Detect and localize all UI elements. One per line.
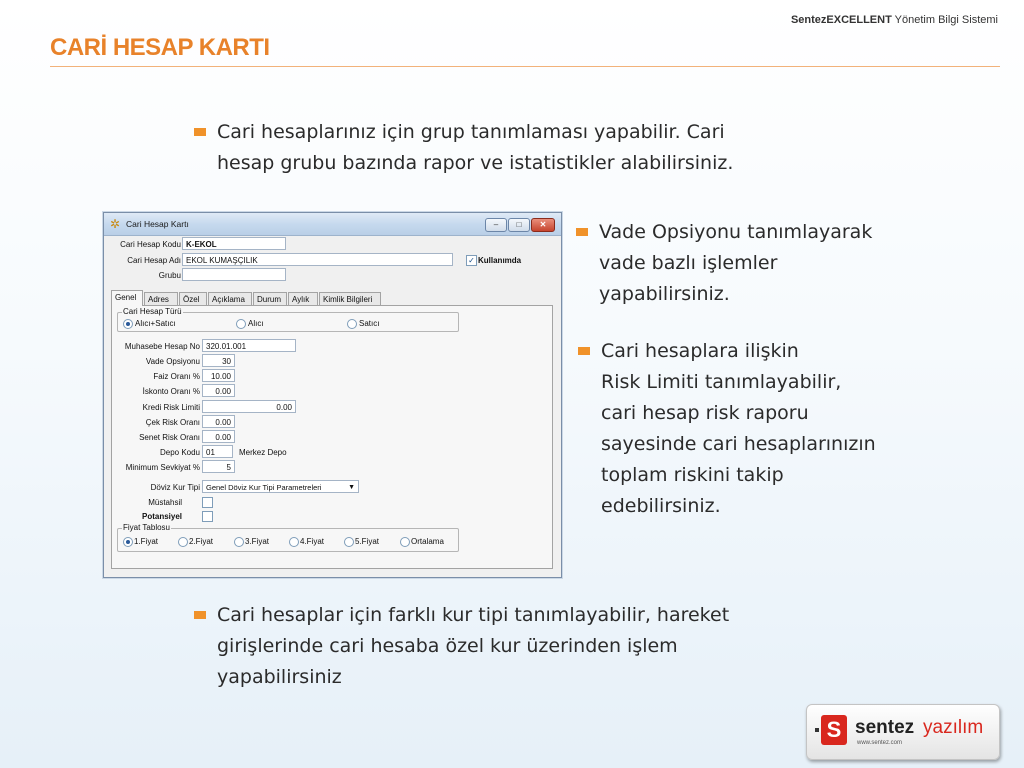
price-table-title: Fiyat Tablosu: [123, 523, 170, 532]
muhasebe-label: Muhasebe Hesap No: [124, 342, 200, 351]
radio-label: 2.Fiyat: [189, 537, 214, 546]
depo-field[interactable]: 01: [202, 445, 233, 458]
vade-field[interactable]: 30: [202, 354, 235, 367]
active-label: Kullanımda: [478, 256, 522, 265]
bullet-text: Cari hesaplara ilişkin Risk Limiti tanımlayabilir, cari hesap risk raporu sayesinde cari hesaplarınızın toplam riskini takip edebilirsiniz.: [601, 340, 876, 517]
brand-bold: SentezEXCELLENT: [790, 14, 892, 26]
code-label: Cari Hesap Kodu: [120, 240, 181, 249]
tab-genel[interactable]: Genel: [111, 290, 143, 306]
bullet-group-definition: [194, 117, 794, 179]
bullet-text: Cari hesaplarınız için grup tanımlaması yapabilir. Cari hesap grubu bazında rapor ve istatistikler alabilirsiniz.: [217, 121, 734, 174]
bullet-text: Vade Opsiyonu tanımlayarak vade bazlı işlemler yapabilirsiniz.: [599, 221, 873, 305]
name-label: Cari Hesap Adı: [127, 256, 181, 265]
radio-fiyat-1[interactable]: [123, 537, 133, 547]
tab-panel-genel: [111, 305, 553, 569]
tab-kimlik[interactable]: Kimlik Bilgileri: [319, 292, 381, 305]
mustahsil-checkbox[interactable]: [202, 497, 213, 508]
sentez-logo: [806, 704, 1000, 760]
minsevk-label: Minimum Sevkiyat %: [125, 463, 200, 472]
group-label: Grubu: [158, 271, 181, 280]
minsevk-field[interactable]: 5: [202, 460, 235, 473]
radio-fiyat-2[interactable]: [178, 537, 188, 547]
depo-name: Merkez Depo: [239, 448, 287, 457]
potansiyel-label: Potansiyel: [141, 512, 182, 521]
radio-fiyat-5[interactable]: [344, 537, 354, 547]
account-type-title: Cari Hesap Türü: [123, 307, 182, 316]
radio-alici[interactable]: [236, 319, 246, 329]
active-checkbox[interactable]: ✓: [466, 255, 477, 266]
radio-label: Alıcı: [248, 319, 264, 328]
bullet-square-icon: [576, 228, 588, 236]
price-table-group: [117, 523, 459, 552]
bullet-risk-limit: [578, 336, 918, 522]
radio-satici[interactable]: [347, 319, 357, 329]
logo-dot: [815, 728, 819, 732]
senet-label: Senet Risk Oranı: [139, 433, 200, 442]
potansiyel-checkbox[interactable]: [202, 511, 213, 522]
radio-label: Satıcı: [359, 319, 380, 328]
radio-label: 4.Fiyat: [300, 537, 325, 546]
name-field[interactable]: EKOL KUMAŞÇILIK: [182, 253, 453, 266]
tab-aciklama[interactable]: Açıklama: [208, 292, 252, 305]
bullet-square-icon: [194, 611, 206, 619]
logo-url: www.sentez.com: [857, 740, 903, 746]
mustahsil-label: Müstahsil: [148, 498, 182, 507]
bullet-text: Cari hesaplar için farklı kur tipi tanımlayabilir, hareket girişlerinde cari hesaba özel kur üzerinden işlem yapabilirsiniz: [217, 604, 730, 688]
tab-ozel[interactable]: Özel: [179, 292, 207, 305]
kredi-field[interactable]: 0.00: [202, 400, 296, 413]
faiz-field[interactable]: 10.00: [202, 369, 235, 382]
cek-field[interactable]: 0.00: [202, 415, 235, 428]
minimize-button[interactable]: ‒: [485, 218, 507, 232]
kredi-label: Kredi Risk Limiti: [142, 403, 200, 412]
tab-aylik[interactable]: Aylık: [288, 292, 318, 305]
code-field[interactable]: K-EKOL: [182, 237, 286, 250]
maximize-button[interactable]: □: [508, 218, 530, 232]
close-button[interactable]: ✕: [531, 218, 555, 232]
vade-label: Vade Opsiyonu: [145, 357, 200, 366]
group-field[interactable]: [182, 268, 286, 281]
bullet-square-icon: [194, 128, 206, 136]
chevron-down-icon: ▼: [348, 484, 355, 491]
cari-hesap-window: [103, 212, 562, 578]
doviz-select[interactable]: [202, 480, 359, 493]
iskonto-label: İskonto Oranı %: [142, 387, 200, 396]
logo-word-yazilim: yazılım: [923, 717, 984, 738]
doviz-label: Döviz Kur Tipi: [150, 483, 200, 492]
window-titlebar[interactable]: [104, 213, 561, 236]
doviz-select-value: Genel Döviz Kur Tipi Parametreleri: [206, 483, 322, 492]
radio-fiyat-4[interactable]: [289, 537, 299, 547]
tab-adres[interactable]: Adres: [144, 292, 178, 305]
slide-title: CARİ HESAP KARTI: [50, 34, 270, 61]
account-type-group: [117, 307, 459, 332]
depo-label: Depo Kodu: [159, 448, 200, 457]
muhasebe-field[interactable]: 320.01.001: [202, 339, 296, 352]
cek-label: Çek Risk Oranı: [145, 418, 200, 427]
radio-alici-satici[interactable]: [123, 319, 133, 329]
title-divider: [50, 66, 1000, 67]
senet-field[interactable]: 0.00: [202, 430, 235, 443]
faiz-label: Faiz Oranı %: [153, 372, 200, 381]
radio-ortalama[interactable]: [400, 537, 410, 547]
window-title: Cari Hesap Kartı: [126, 219, 189, 229]
radio-label: 1.Fiyat: [134, 537, 159, 546]
bullet-vade-option: [576, 217, 916, 310]
bullet-square-icon: [578, 347, 590, 355]
iskonto-field[interactable]: 0.00: [202, 384, 235, 397]
radio-fiyat-3[interactable]: [234, 537, 244, 547]
app-icon: ✲: [110, 217, 121, 231]
radio-label: 5.Fiyat: [355, 537, 380, 546]
brand-rest: Yönetim Bilgi Sistemi: [894, 14, 998, 26]
brand-header: [791, 14, 998, 26]
radio-label: Ortalama: [411, 537, 444, 546]
radio-label: 3.Fiyat: [245, 537, 270, 546]
tab-durum[interactable]: Durum: [253, 292, 287, 305]
bullet-currency-type: [194, 600, 814, 693]
logo-s-mark-icon: S: [821, 715, 847, 745]
radio-label: Alıcı+Satıcı: [135, 319, 176, 328]
logo-word-sentez: sentez: [855, 717, 915, 738]
